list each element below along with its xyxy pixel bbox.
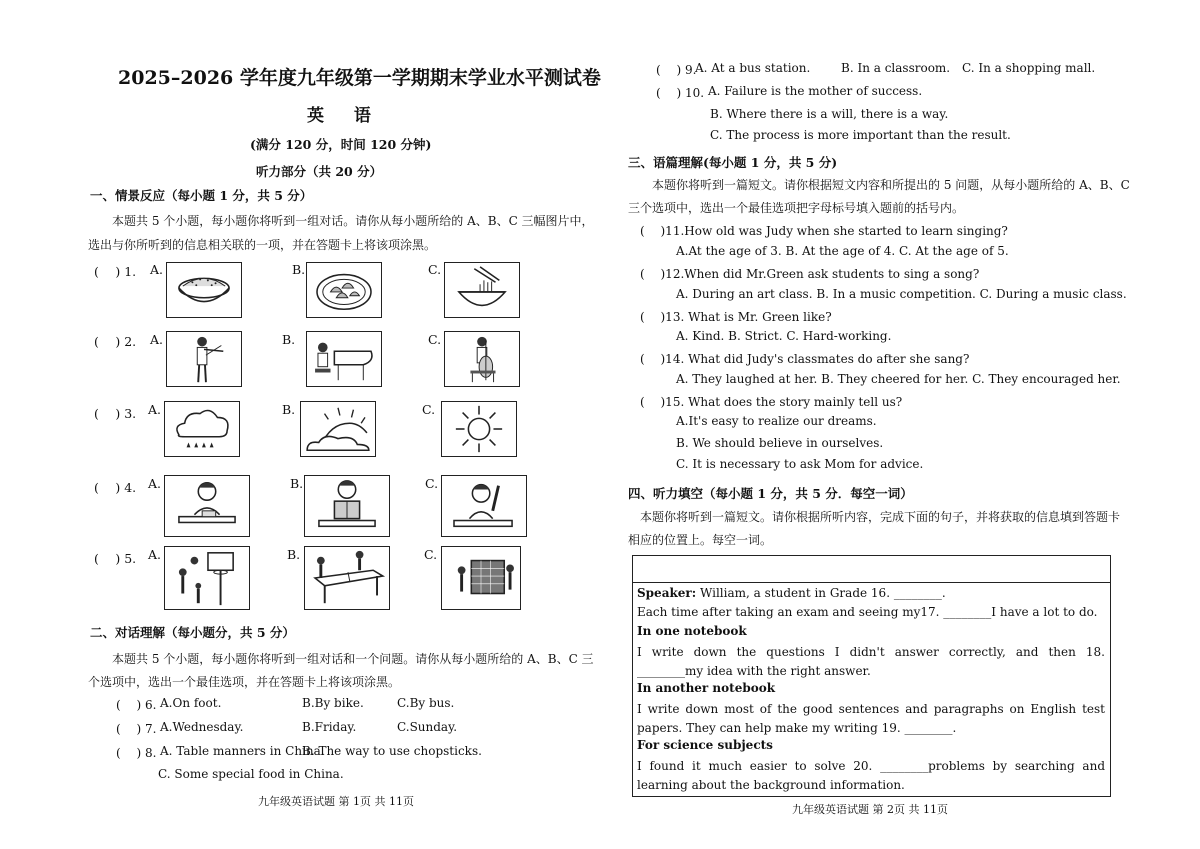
option-label: C. — [422, 402, 436, 417]
option-c[interactable]: C.By bus. — [397, 696, 455, 710]
option-a[interactable]: A. Failure is the mother of success. — [708, 84, 923, 98]
option-c[interactable]: C.Sunday. — [397, 720, 458, 734]
section2-intro: 个选项中，选出一个最佳选项，并在答题卡上将该项涂黑。 — [88, 675, 401, 689]
option-label: C. — [425, 476, 439, 491]
option-label: C. — [428, 332, 442, 347]
ping-pong-icon[interactable] — [304, 546, 390, 610]
question-12-options[interactable]: A. During an art class. B. In a music competition. C. During a music class. — [676, 287, 1127, 301]
right-page — [600, 0, 1200, 849]
section4-intro: 相应的位置上。每空一词。 — [628, 533, 773, 547]
blank-17-line: Each time after taking an exam and seeing my17. ________I have a lot to do. — [637, 605, 1098, 619]
question-14: ( )14. What did Judy's classmates do after she sang? — [640, 352, 970, 366]
question-number: ( ) 9. — [656, 63, 697, 77]
question-number: ( ) 4. — [94, 480, 137, 495]
option-b[interactable]: B. In a classroom. — [841, 61, 951, 75]
blank-18-text: I write down the questions I didn't answer correctly, and then 18. ________my idea with the right answer. — [637, 645, 1105, 678]
basketball-icon[interactable] — [164, 546, 250, 610]
question-number: ( ) 7. — [116, 722, 157, 736]
section1-intro: 选出与你所听到的信息相关联的一项，并在答题卡上将该项涂黑。 — [88, 238, 437, 252]
question-14-options[interactable]: A. They laughed at her. B. They cheered for her. C. They encouraged her. — [676, 372, 1121, 386]
listening-part-title: 听力部分（共 20 分） — [256, 164, 383, 179]
boy-raising-hand-icon[interactable] — [441, 475, 527, 537]
page-footer: 九年级英语试题 第 1页 共 11页 — [258, 795, 414, 808]
question-15: ( )15. What does the story mainly tell us? — [640, 395, 903, 409]
option-c[interactable]: C. The process is more important than the result. — [710, 128, 1011, 142]
blank-19-text: I write down most of the good sentences and paragraphs on English test papers. They can help make my writing 19. ________. — [637, 702, 1105, 735]
notebook2-title: In another notebook — [637, 681, 776, 695]
subject-title: 英 语 — [307, 106, 383, 126]
question-11: ( )11.How old was Judy when she started to learn singing? — [640, 224, 1008, 238]
question-12: ( )12.When did Mr.Green ask students to sing a song? — [640, 267, 980, 281]
question-number: ( ) 2. — [94, 334, 137, 349]
cello-player-icon[interactable] — [444, 331, 520, 387]
section1-heading: 一、情景反应（每小题 1 分，共 5 分） — [90, 188, 313, 203]
score-time: (满分 120 分，时间 120 分钟) — [250, 137, 432, 152]
option-a[interactable]: A. At a bus station. — [695, 61, 811, 75]
option-a[interactable]: A. Table manners in China. — [160, 744, 325, 758]
question-11-options[interactable]: A.At the age of 3. B. At the age of 4. C. At the age of 5. — [676, 244, 1009, 258]
card-divider — [633, 582, 1110, 583]
tennis-icon[interactable] — [441, 546, 521, 610]
science-title: For science subjects — [637, 738, 773, 752]
option-b[interactable]: B. We should believe in ourselves. — [676, 436, 884, 450]
option-label: A. — [148, 547, 162, 562]
option-label: B. — [287, 547, 301, 562]
section2-heading: 二、对话理解（每小题分，共 5 分） — [90, 625, 295, 640]
listening-notes-card — [632, 555, 1111, 797]
option-label: A. — [148, 402, 162, 417]
speaker-label: Speaker: — [637, 586, 697, 600]
option-c[interactable]: C. In a shopping mall. — [962, 61, 1096, 75]
boy-reading-icon[interactable] — [304, 475, 390, 537]
sun-icon[interactable] — [441, 401, 517, 457]
option-a[interactable]: A.On foot. — [160, 696, 222, 710]
option-b[interactable]: B. The way to use chopsticks. — [302, 744, 482, 758]
option-b[interactable]: B.By bike. — [302, 696, 364, 710]
option-label: B. — [292, 262, 306, 277]
question-13-options[interactable]: A. Kind. B. Strict. C. Hard-working. — [676, 329, 892, 343]
option-label: C. — [424, 547, 438, 562]
option-label: A. — [150, 332, 164, 347]
question-number: ( ) 5. — [94, 551, 137, 566]
rain-cloud-icon[interactable] — [164, 401, 240, 457]
option-a[interactable]: A.Wednesday. — [160, 720, 244, 734]
noodles-bowl-icon[interactable] — [444, 262, 520, 318]
question-number: ( ) 1. — [94, 264, 137, 279]
option-label: B. — [282, 402, 296, 417]
notebook1-title: In one notebook — [637, 624, 747, 638]
option-c[interactable]: C. Some special food in China. — [158, 767, 344, 781]
exam-title: 2025–2026 学年度九年级第一学期期末学业水平测试卷 — [118, 67, 601, 89]
option-a[interactable]: A.It's easy to realize our dreams. — [676, 414, 877, 428]
question-number: ( ) 3. — [94, 406, 137, 421]
option-label: A. — [148, 476, 162, 491]
rice-bowl-icon[interactable] — [166, 262, 242, 318]
section3-heading: 三、语篇理解(每小题 1 分，共 5 分) — [628, 155, 838, 170]
piano-player-icon[interactable] — [306, 331, 382, 387]
cloud-sun-icon[interactable] — [300, 401, 376, 457]
speaker-text: William, a student in Grade 16. ________. — [700, 586, 946, 600]
boy-writing-icon[interactable] — [164, 475, 250, 537]
section1-intro: 本题共 5 个小题，每小题你将听到一组对话。请你从每小题所给的 A、B、C 三幅图片中， — [112, 214, 594, 228]
option-label: B. — [290, 476, 304, 491]
page-footer: 九年级英语试题 第 2页 共 11页 — [792, 803, 948, 816]
blank-20-text: I found it much easier to solve 20. ________problems by searching and learning about the background information. — [637, 759, 1105, 792]
violin-player-icon[interactable] — [166, 331, 242, 387]
question-13: ( )13. What is Mr. Green like? — [640, 310, 832, 324]
option-label: B. — [282, 332, 296, 347]
section4-intro: 本题你将听到一篇短文。请你根据所听内容，完成下面的句子，并将获取的信息填到答题卡 — [640, 510, 1121, 524]
section3-intro: 本题你将听到一篇短文。请你根据短文内容和所提出的 5 问题，从每小题所给的 A、B、C — [652, 178, 1130, 192]
section3-intro: 三个选项中，选出一个最佳选项把字母标号填入题前的括号内。 — [628, 201, 965, 215]
question-number: ( ) 8. — [116, 746, 157, 760]
section4-heading: 四、听力填空（每小题 1 分，共 5 分．每空一词） — [628, 486, 913, 501]
option-b[interactable]: B.Friday. — [302, 720, 357, 734]
option-b[interactable]: B. Where there is a will, there is a way. — [710, 107, 949, 121]
option-c[interactable]: C. It is necessary to ask Mom for advice. — [676, 457, 924, 471]
section2-intro: 本题共 5 个小题，每小题你将听到一组对话和一个问题。请你从每小题所给的 A、B、C 三 — [112, 652, 594, 666]
option-label: C. — [428, 262, 442, 277]
dumplings-plate-icon[interactable] — [306, 262, 382, 318]
question-number: ( ) 10. — [656, 86, 705, 100]
question-number: ( ) 6. — [116, 698, 157, 712]
option-label: A. — [150, 262, 164, 277]
